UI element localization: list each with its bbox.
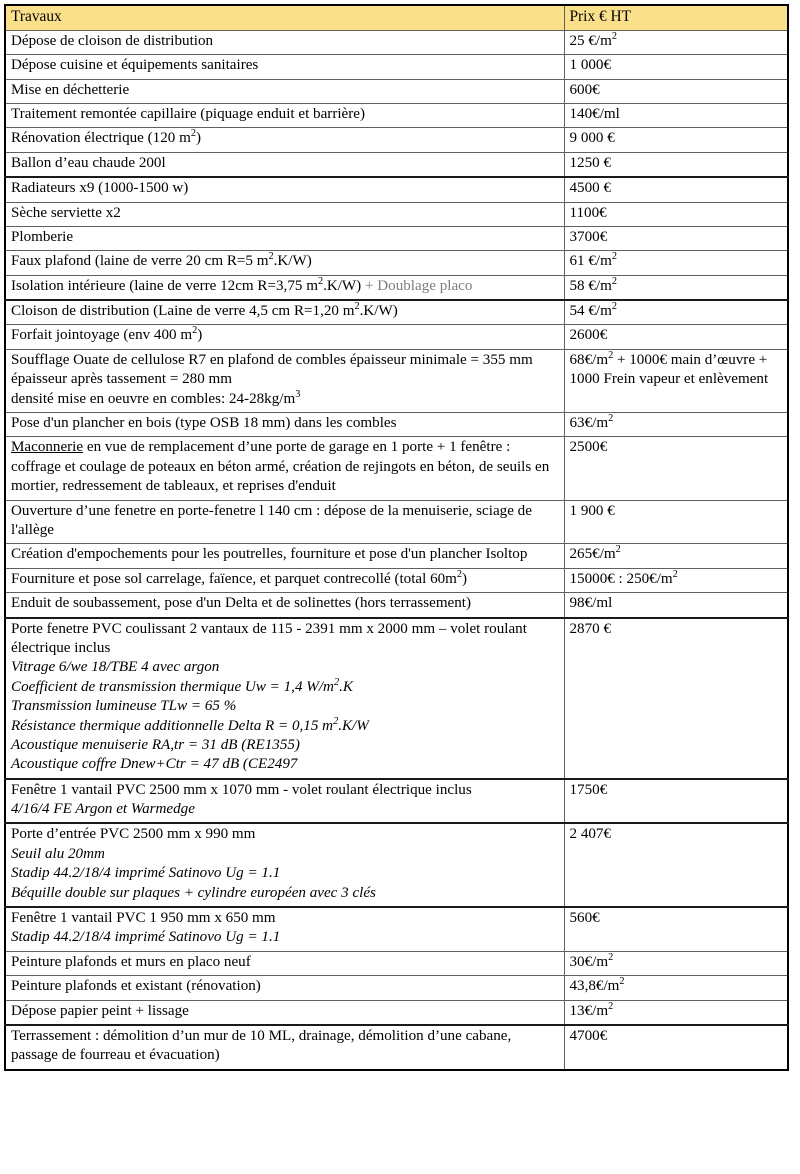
work-spec-line: Transmission lumineuse TLw = 65 %: [11, 698, 237, 715]
price-cell: 1750€: [564, 779, 788, 824]
work-cell: Sèche serviette x2: [5, 202, 564, 226]
column-header-travaux: Travaux: [5, 5, 564, 30]
table-row: [5, 55, 788, 79]
work-cell: Faux plafond (laine de verre 20 cm R=5 $m^2.K/W$): [5, 251, 564, 275]
work-spec-line: Vitrage 6/we 18/TBE 4 avec argon: [11, 659, 220, 676]
work-cell: Dépose de cloison de distribution: [5, 30, 564, 54]
price-cell: $68€/m^2$ + 1000€ main d’œuvre + 1000 Frein vapeur et enlèvement: [564, 349, 788, 412]
work-cell: Dépose papier peint + lissage: [5, 1000, 564, 1025]
price-cell: 1100€: [564, 202, 788, 226]
price-cell: 2870 €: [564, 618, 788, 779]
table-row: [5, 325, 788, 349]
work-spec-line: 4/16/4 FE Argon et Warmedge: [11, 801, 195, 818]
work-cell: Création d'empochements pour les poutrelles, fourniture et pose d'un plancher Isoltop: [5, 544, 564, 568]
work-text-rest: en vue de remplacement d’une porte de garage en 1 porte + 1 fenêtre : coffrage et coulage de poteaux en béton armé, création de rejingots en béton, de seuils en mortier, redressement de tableaux, et reprises d'enduit: [11, 439, 550, 495]
table-header: [5, 5, 788, 30]
work-spec-line: Béquille double sur plaques + cylindre européen avec 3 clés: [11, 884, 376, 901]
price-cell: 600€: [564, 79, 788, 103]
work-cell: Radiateurs x9 (1000-1500 w): [5, 177, 564, 202]
table-row: [5, 779, 788, 824]
work-line: Porte d’entrée PVC 2500 mm x 990 mm: [11, 826, 256, 843]
price-cell: $265€/m^2$: [564, 544, 788, 568]
work-line: Porte fenetre PVC coulissant 2 vantaux de 115 - 2391 mm x 2000 mm – volet roulant électrique inclus: [11, 620, 527, 656]
price-cell: 54 $€/m^2$: [564, 300, 788, 325]
table-row: [5, 544, 788, 568]
price-cell: $63€/m^2$: [564, 413, 788, 437]
table-row: [5, 976, 788, 1000]
work-cell: Peinture plafonds et murs en placo neuf: [5, 951, 564, 975]
price-cell: 2 407€: [564, 823, 788, 907]
price-cell: 4500 €: [564, 177, 788, 202]
table-row: [5, 275, 788, 300]
table-row: [5, 500, 788, 544]
table-row: [5, 79, 788, 103]
price-cell: 25 $€/m^2$: [564, 30, 788, 54]
work-spec-line: Résistance thermique additionnelle Delta R = 0,15 $m^2.K/W$: [11, 715, 369, 734]
work-text-underlined: Maconnerie: [11, 439, 84, 456]
table-row: [5, 1000, 788, 1025]
price-cell: 1250 €: [564, 152, 788, 177]
table-row: [5, 568, 788, 592]
work-cell: [5, 907, 564, 951]
table-row: [5, 103, 788, 127]
price-cell: 140€/ml: [564, 103, 788, 127]
work-text-annotation: + Doublage placo: [364, 277, 473, 294]
column-header-prix: Prix € HT: [564, 5, 788, 30]
price-cell: 98€/ml: [564, 593, 788, 618]
work-cell: Ballon d’eau chaude 200l: [5, 152, 564, 177]
table-row: [5, 202, 788, 226]
table-row: [5, 907, 788, 951]
table-row: [5, 349, 788, 412]
work-spec-line: Coefficient de transmission thermique Uw = 1,4 $W/m^2.K$: [11, 676, 353, 695]
work-text-main: Isolation intérieure (laine de verre 12cm R=3,75 $m^2.K/W$): [11, 275, 365, 294]
table-row: [5, 226, 788, 250]
work-spec-line: Stadip 44.2/18/4 imprimé Satinovo Ug = 1.1: [11, 929, 281, 946]
table-row: [5, 1025, 788, 1070]
table-row: [5, 437, 788, 500]
work-cell: [5, 823, 564, 907]
price-cell: $30€/m^2$: [564, 951, 788, 975]
work-cell: [5, 779, 564, 824]
work-line: épaisseur après tassement = 280 mm: [11, 371, 233, 388]
work-line: Soufflage Ouate de cellulose R7 en plafond de combles épaisseur minimale = 355 mm: [11, 351, 533, 368]
work-cell: Fourniture et pose sol carrelage, faïence, et parquet contrecollé (total $60m^2$): [5, 568, 564, 592]
works-price-table: [4, 4, 789, 1071]
price-cell: 58 $€/m^2$: [564, 275, 788, 300]
table-body: [5, 30, 788, 1069]
price-cell: 2600€: [564, 325, 788, 349]
table-row: [5, 593, 788, 618]
work-cell: [5, 437, 564, 500]
table-row: [5, 300, 788, 325]
work-line: Fenêtre 1 vantail PVC 1 950 mm x 650 mm: [11, 910, 276, 927]
work-cell: Rénovation électrique (120 $m^2$): [5, 128, 564, 152]
table-row: [5, 823, 788, 907]
table-row: [5, 128, 788, 152]
work-line: Fenêtre 1 vantail PVC 2500 mm x 1070 mm - volet roulant électrique inclus: [11, 781, 472, 798]
work-cell: Plomberie: [5, 226, 564, 250]
work-cell: Cloison de distribution (Laine de verre 4,5 cm R=1,20 $m^2.K/W$): [5, 300, 564, 325]
price-cell: 9 000 €: [564, 128, 788, 152]
table-row: [5, 413, 788, 437]
table-row: [5, 152, 788, 177]
price-cell: 2500€: [564, 437, 788, 500]
table-row: [5, 951, 788, 975]
work-spec-line: Acoustique coffre Dnew+Ctr = 47 dB (CE2497: [11, 756, 298, 773]
work-cell: Forfait jointoyage (env 400 $m^2$): [5, 325, 564, 349]
table-row: [5, 30, 788, 54]
work-line: densité mise en oeuvre en combles: $24-28kg/m^3$: [11, 388, 301, 407]
work-cell: Traitement remontée capillaire (piquage enduit et barrière): [5, 103, 564, 127]
price-cell: 3700€: [564, 226, 788, 250]
price-cell: 1 000€: [564, 55, 788, 79]
work-cell: Enduit de soubassement, pose d'un Delta et de solinettes (hors terrassement): [5, 593, 564, 618]
work-cell: Mise en déchetterie: [5, 79, 564, 103]
work-cell: [5, 275, 564, 300]
work-spec-line: Seuil alu 20mm: [11, 845, 105, 862]
work-cell: Terrassement : démolition d’un mur de 10 ML, drainage, démolition d’une cabane, passage de fourreau et évacuation): [5, 1025, 564, 1070]
table-header-row: [5, 5, 788, 30]
table-row: [5, 177, 788, 202]
table-row: [5, 251, 788, 275]
price-cell: 4700€: [564, 1025, 788, 1070]
work-cell: Peinture plafonds et existant (rénovation): [5, 976, 564, 1000]
price-cell: 15000€ : $250€/m^2$: [564, 568, 788, 592]
price-cell: $43,8€/m^2$: [564, 976, 788, 1000]
price-cell: $13€/m^2$: [564, 1000, 788, 1025]
work-cell: Ouverture d’une fenetre en porte-fenetre l 140 cm : dépose de la menuiserie, sciage de l'allège: [5, 500, 564, 544]
work-spec-line: Stadip 44.2/18/4 imprimé Satinovo Ug = 1.1: [11, 865, 281, 882]
work-cell: [5, 349, 564, 412]
work-cell: Pose d'un plancher en bois (type OSB 18 mm) dans les combles: [5, 413, 564, 437]
table-row: [5, 618, 788, 779]
work-cell: [5, 618, 564, 779]
work-spec-line: Acoustique menuiserie RA,tr = 31 dB (RE1355): [11, 736, 300, 753]
price-cell: 560€: [564, 907, 788, 951]
price-cell: 61 $€/m^2$: [564, 251, 788, 275]
work-cell: Dépose cuisine et équipements sanitaires: [5, 55, 564, 79]
price-cell: 1 900 €: [564, 500, 788, 544]
